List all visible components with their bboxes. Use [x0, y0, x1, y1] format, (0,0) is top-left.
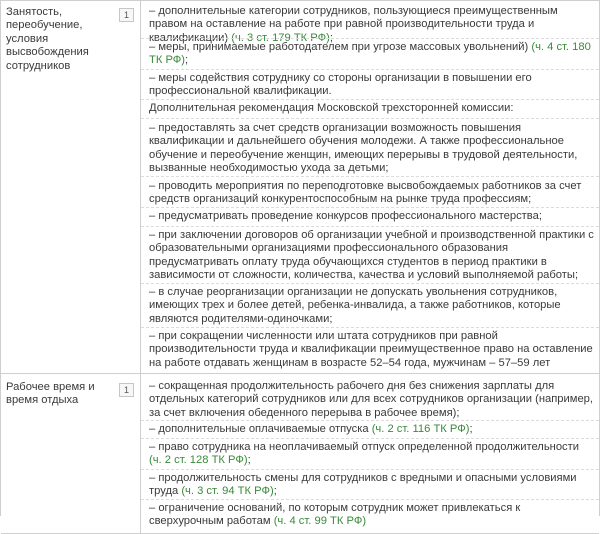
list-item: – предусматривать проведение конкурсов профессионального мастерства; [149, 210, 542, 222]
row-content-cell [141, 1, 599, 373]
list-item: – сокращенная продолжительность рабочего дня без снижения зарплаты для отдельных категорий сотрудников или для всех сотрудников организации (например, за счет включения обеденного перерыва в рабочее время); [149, 380, 594, 419]
row-heading-cell [1, 1, 141, 373]
law-reference-link[interactable]: (ч. 4 ст. 99 ТК РФ) [273, 515, 367, 528]
law-reference-link[interactable]: (ч. 4 ст. 180 ТК РФ) [149, 41, 591, 67]
law-reference-link[interactable]: (ч. 2 ст. 128 ТК РФ) [149, 454, 248, 467]
row-heading-cell [1, 373, 141, 533]
list-item: – при заключении договоров об организации учебной и производственной практики с образовательными организациями профессионального образования предусматривать оплату труда обучающихся студентов в период практики в зависимости от сложности, количества, качества и условий выполняемой работы; [149, 229, 594, 282]
law-reference-link[interactable]: (ч. 3 ст. 179 ТК РФ) [231, 31, 330, 44]
list-item: – дополнительные категории сотрудников, пользующиеся преимущественным правом на оставление на работе при равной производительности труда и квалификации) (ч. 3 ст. 179 ТК РФ); [149, 5, 558, 44]
table-row-working-time [1, 373, 599, 534]
row-content-cell [141, 373, 599, 533]
row-heading: Занятость, переобучение, условия высвобождения сотрудников [6, 6, 89, 72]
list-item: – дополнительные оплачиваемые отпуска (ч. 2 ст. 116 ТК РФ); [149, 423, 473, 435]
comment-count-badge[interactable]: 1 [119, 383, 134, 397]
list-item: – проводить мероприятия по переподготовке высвобождаемых работников за счет средств организаций конкурентоспособным на рынке труда профессиям; [149, 180, 582, 206]
list-item: Дополнительная рекомендация Московской трехсторонней комиссии: [149, 102, 514, 114]
list-item: – меры содействия сотруднику со стороны организации в повышении его профессиональной квалификации. [149, 72, 532, 98]
list-item: – при сокращении численности или штата сотрудников при равной производительности труда и квалификации преимущественное право на оставление на работе отдавать женщинам в возрасте 52–54 года, мужчинам – 57–59 лет [149, 330, 593, 369]
row-heading: Рабочее время и время отдыха [6, 381, 95, 407]
list-item: – меры, принимаемые работодателем при угрозе массовых увольнений) (ч. 4 ст. 180 ТК РФ); [149, 41, 591, 67]
list-item: – продолжительность смены для сотрудников с вредными и опасными условиями труда (ч. 3 ст. 94 ТК РФ); [149, 472, 577, 498]
law-reference-link[interactable]: (ч. 3 ст. 94 ТК РФ) [181, 485, 274, 498]
table-row-employment [1, 0, 599, 374]
list-item: – в случае реорганизации организации не допускать увольнения сотрудников, имеющих трех и более детей, ребенка-инвалида, а также работников, которые являются родителями-одиночками; [149, 286, 561, 325]
comment-count-badge[interactable]: 1 [119, 8, 134, 22]
list-item: – предоставлять за счет средств организации возможность повышения квалификации и дальнейшего обучения молодежи. А также профессиональное обучение и переобучение женщин, имеющих перерывы в трудовой деятельности, вызванные необходимостью ухода за детьми; [149, 122, 578, 175]
law-reference-link[interactable]: (ч. 2 ст. 116 ТК РФ) [371, 423, 470, 435]
list-item: – ограничение оснований, по которым сотрудник может привлекаться к сверхурочным работам (ч. 4 ст. 99 ТК РФ) [149, 502, 521, 528]
list-item: – право сотрудника на неоплачиваемый отпуск определенной продолжительности (ч. 2 ст. 128 ТК РФ); [149, 441, 580, 467]
